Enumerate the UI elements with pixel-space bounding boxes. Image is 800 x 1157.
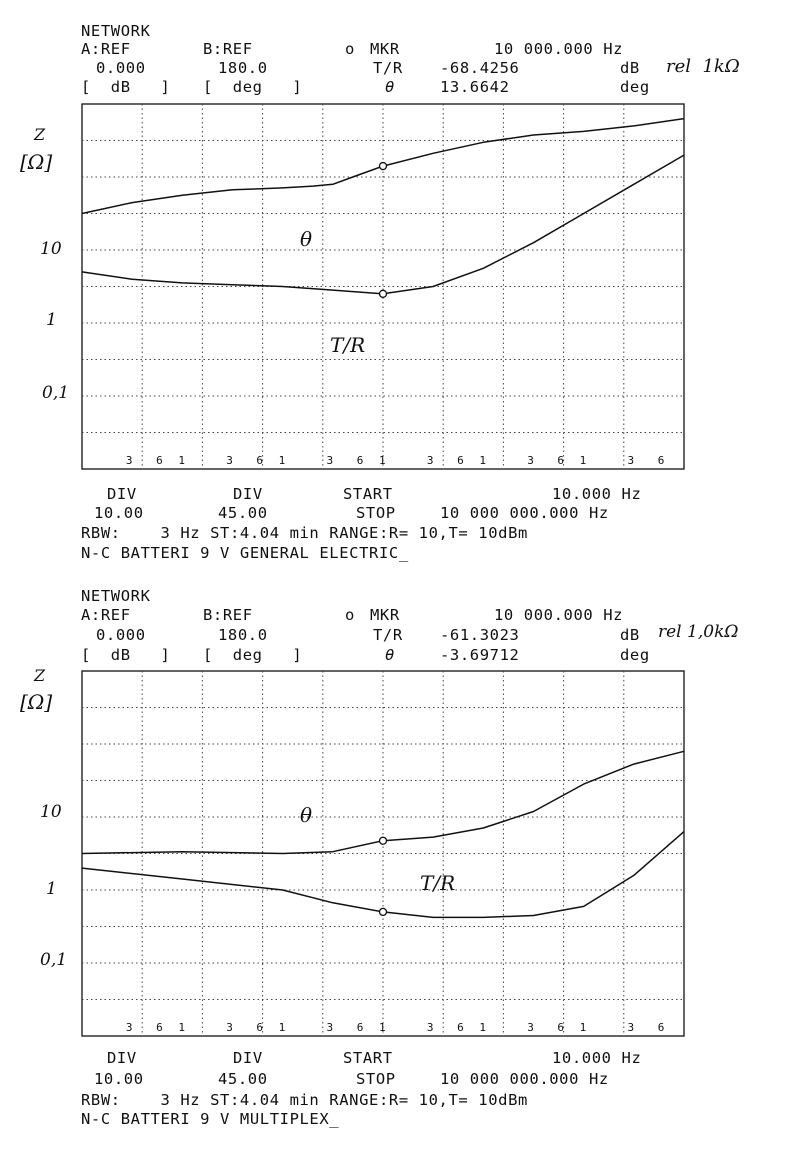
div-label-b: DIV — [233, 485, 263, 503]
theta-curve-label: θ — [300, 803, 313, 827]
start-value: 10.000 Hz — [552, 1049, 642, 1067]
decade-tick-label: 3 — [627, 454, 635, 467]
stop-value: 10 000 000.000 Hz — [440, 504, 609, 522]
b-ref-label: B:REF — [203, 606, 253, 624]
div-value-a: 10.00 — [94, 1070, 144, 1088]
decade-tick-label: 6 — [557, 454, 565, 467]
rbw-line: RBW: 3 Hz ST:4.04 min RANGE:R= 10,T= 10dBm — [81, 524, 528, 542]
decade-tick-label: 6 — [156, 454, 163, 467]
div-value-a: 10.00 — [94, 504, 144, 522]
start-label: START — [343, 1049, 393, 1067]
axis-symbol: Z — [34, 666, 46, 685]
decade-tick-label: 6 — [356, 1021, 364, 1034]
theta-value: 13.6642 — [440, 78, 510, 96]
chart-title: NETWORK — [81, 22, 151, 40]
chart-title: NETWORK — [81, 587, 151, 605]
decade-tick-label: 6 — [657, 454, 665, 467]
a-ref-value: 0.000 — [96, 626, 146, 644]
y-tick-1: 1 — [46, 879, 57, 899]
tr-curve-label: T/R — [330, 333, 366, 357]
decade-tick-label: 6 — [457, 1021, 464, 1034]
decade-tick-label: 3 — [326, 1021, 334, 1034]
handwritten-rel-note: rel 1kΩ — [666, 56, 740, 77]
b-unit: [ deg ] — [203, 78, 303, 96]
stop-label: STOP — [356, 504, 396, 522]
a-unit: [ dB ] — [81, 646, 171, 664]
theta-label: θ — [385, 646, 395, 664]
y-tick-10: 10 — [40, 802, 62, 822]
theta-unit: deg — [620, 646, 650, 664]
marker-frequency: 10 000.000 Hz — [494, 40, 624, 58]
decade-tick-label: 1 — [479, 454, 486, 467]
start-label: START — [343, 485, 393, 503]
tr-curve-label: T/R — [420, 871, 456, 895]
a-ref-label: A:REF — [81, 40, 131, 58]
div-label-b: DIV — [233, 1049, 263, 1067]
start-value: 10.000 Hz — [552, 485, 642, 503]
chart-caption: N-C BATTERI 9 V GENERAL ELECTRIC_ — [81, 544, 409, 562]
handwritten-rel-note: rel 1,0kΩ — [658, 622, 739, 642]
marker-point — [380, 908, 387, 915]
marker-label: MKR — [370, 606, 400, 624]
decade-tick-label: 1 — [479, 1021, 486, 1034]
marker-point — [380, 837, 387, 844]
a-unit: [ dB ] — [81, 78, 171, 96]
div-label-a: DIV — [107, 1049, 137, 1067]
decade-tick-label: 3 — [426, 454, 434, 467]
theta-curve-label: θ — [300, 227, 313, 251]
decade-tick-label: 6 — [356, 454, 364, 467]
decade-tick-label: 1 — [278, 1021, 286, 1034]
axis-unit: [Ω] — [20, 690, 53, 714]
decade-tick-label: 6 — [256, 454, 264, 467]
marker-circle-icon: o — [345, 606, 355, 624]
decade-tick-label: 3 — [527, 1021, 534, 1034]
div-value-b: 45.00 — [218, 1070, 268, 1088]
decade-tick-label: 1 — [178, 1021, 185, 1034]
marker-circle-icon: o — [345, 40, 355, 58]
theta-unit: deg — [620, 78, 650, 96]
tr-label: T/R — [373, 59, 403, 77]
tr-value: -68.4256 — [440, 59, 520, 77]
b-unit: [ deg ] — [203, 646, 303, 664]
decade-tick-label: 3 — [527, 454, 534, 467]
axis-unit: [Ω] — [20, 150, 53, 174]
div-value-b: 45.00 — [218, 504, 268, 522]
decade-tick-label: 1 — [178, 454, 185, 467]
b-ref-value: 180.0 — [218, 626, 268, 644]
stop-label: STOP — [356, 1070, 396, 1088]
theta-label: θ — [385, 78, 395, 96]
decade-tick-label: 3 — [627, 1021, 635, 1034]
tr-label: T/R — [373, 626, 403, 644]
decade-tick-label: 6 — [156, 1021, 163, 1034]
y-tick-0-1: 0,1 — [40, 950, 68, 970]
decade-tick-label: 3 — [125, 454, 133, 467]
decade-tick-label: 1 — [379, 454, 386, 467]
decade-tick-label: 3 — [125, 1021, 133, 1034]
decade-tick-label: 1 — [379, 1021, 386, 1034]
decade-tick-label: 3 — [326, 454, 334, 467]
decade-tick-label: 1 — [278, 454, 286, 467]
theta-value: -3.69712 — [440, 646, 520, 664]
chart-caption: N-C BATTERI 9 V MULTIPLEX_ — [81, 1110, 340, 1128]
rbw-line: RBW: 3 Hz ST:4.04 min RANGE:R= 10,T= 10dBm — [81, 1091, 528, 1109]
decade-tick-label: 3 — [226, 454, 233, 467]
stop-value: 10 000 000.000 Hz — [440, 1070, 609, 1088]
decade-tick-label: 6 — [657, 1021, 665, 1034]
y-tick-0-1: 0,1 — [42, 383, 70, 403]
decade-tick-label: 6 — [256, 1021, 264, 1034]
decade-tick-label: 6 — [557, 1021, 565, 1034]
marker-frequency: 10 000.000 Hz — [494, 606, 624, 624]
tr-value: -61.3023 — [440, 626, 520, 644]
decade-tick-label: 1 — [579, 454, 587, 467]
decade-tick-label: 6 — [457, 454, 464, 467]
axis-symbol: Z — [34, 125, 46, 144]
decade-tick-label: 1 — [579, 1021, 587, 1034]
decade-tick-label: 3 — [226, 1021, 233, 1034]
marker-label: MKR — [370, 40, 400, 58]
tr-unit: dB — [620, 59, 640, 77]
b-ref-value: 180.0 — [218, 59, 268, 77]
div-label-a: DIV — [107, 485, 137, 503]
a-ref-value: 0.000 — [96, 59, 146, 77]
y-tick-10: 10 — [40, 239, 62, 259]
decade-tick-label: 3 — [426, 1021, 434, 1034]
y-tick-1: 1 — [46, 310, 57, 330]
tr-unit: dB — [620, 626, 640, 644]
a-ref-label: A:REF — [81, 606, 131, 624]
b-ref-label: B:REF — [203, 40, 253, 58]
